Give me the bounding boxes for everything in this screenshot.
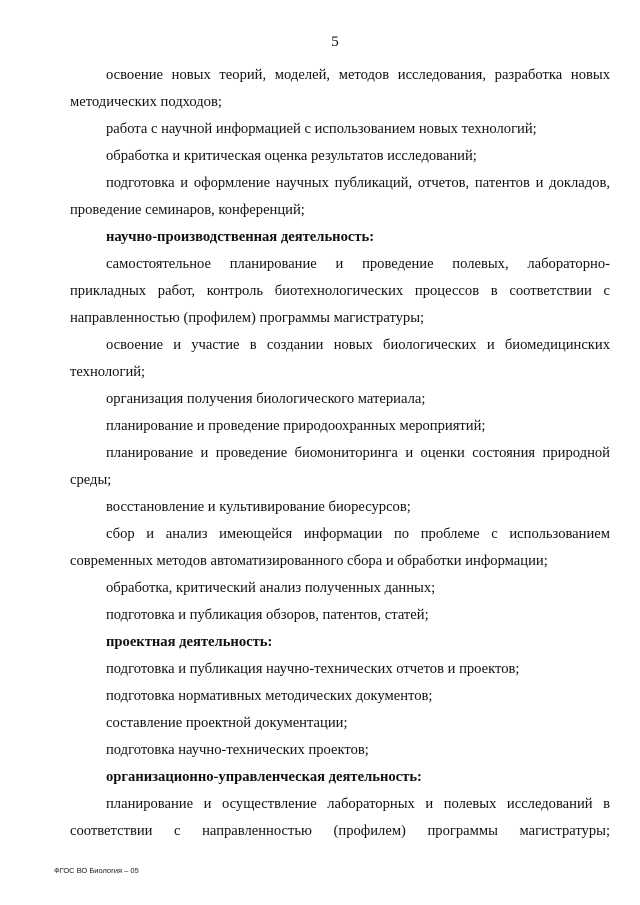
list-item-new-theories: освоение новых теорий, моделей, методов исследования, разработка новых методических подходов; bbox=[70, 67, 610, 110]
list-item-new-technologies: освоение и участие в создании новых биологических и биомедицинских технологий; bbox=[70, 337, 610, 380]
list-item-technical-projects: подготовка научно-технических проектов; bbox=[106, 742, 369, 758]
list-item-bioresources: восстановление и культивирование биоресурсов; bbox=[106, 499, 411, 515]
list-item-lab-field-research: планирование и осуществление лабораторных и полевых исследований в соответствии с направленностью (профилем) программы магистратуры; bbox=[70, 796, 610, 839]
list-item-biomaterial: организация получения биологического материала; bbox=[106, 391, 426, 407]
section-heading-organizational: организационно-управленческая деятельность: bbox=[106, 769, 422, 785]
list-item-biomonitoring: планирование и проведение биомониторинга и оценки состояния природной среды; bbox=[70, 445, 610, 488]
list-item-results-processing: обработка и критическая оценка результатов исследований; bbox=[106, 148, 477, 164]
page-number: 5 bbox=[331, 34, 339, 50]
section-heading-project: проектная деятельность: bbox=[106, 634, 273, 650]
section-heading-research-production: научно-производственная деятельность: bbox=[106, 229, 375, 245]
list-item-project-documentation: составление проектной документации; bbox=[106, 715, 348, 731]
list-item-normative-documents: подготовка нормативных методических документов; bbox=[106, 688, 433, 704]
document-body bbox=[70, 62, 610, 845]
footer-label: ФГОС ВО Биология – 05 bbox=[54, 866, 139, 875]
list-item-reviews: подготовка и публикация обзоров, патентов, статей; bbox=[106, 607, 429, 623]
list-item-information-analysis: сбор и анализ имеющейся информации по проблеме с использованием современных методов автоматизированного сбора и обработки информации; bbox=[70, 526, 610, 569]
list-item-publications: подготовка и оформление научных публикаций, отчетов, патентов и докладов, проведение семинаров, конференций; bbox=[70, 175, 610, 218]
list-item-data-analysis: обработка, критический анализ полученных данных; bbox=[106, 580, 436, 596]
list-item-environmental-measures: планирование и проведение природоохранных мероприятий; bbox=[106, 418, 486, 434]
list-item-technical-reports: подготовка и публикация научно-технических отчетов и проектов; bbox=[106, 661, 520, 677]
list-item-field-planning: самостоятельное планирование и проведение полевых, лабораторно-прикладных работ, контроль биотехнологических процессов в соответствии с направленностью (профилем) программы магистратуры; bbox=[70, 256, 610, 326]
list-item-information-work: работа с научной информацией с использованием новых технологий; bbox=[106, 121, 537, 137]
